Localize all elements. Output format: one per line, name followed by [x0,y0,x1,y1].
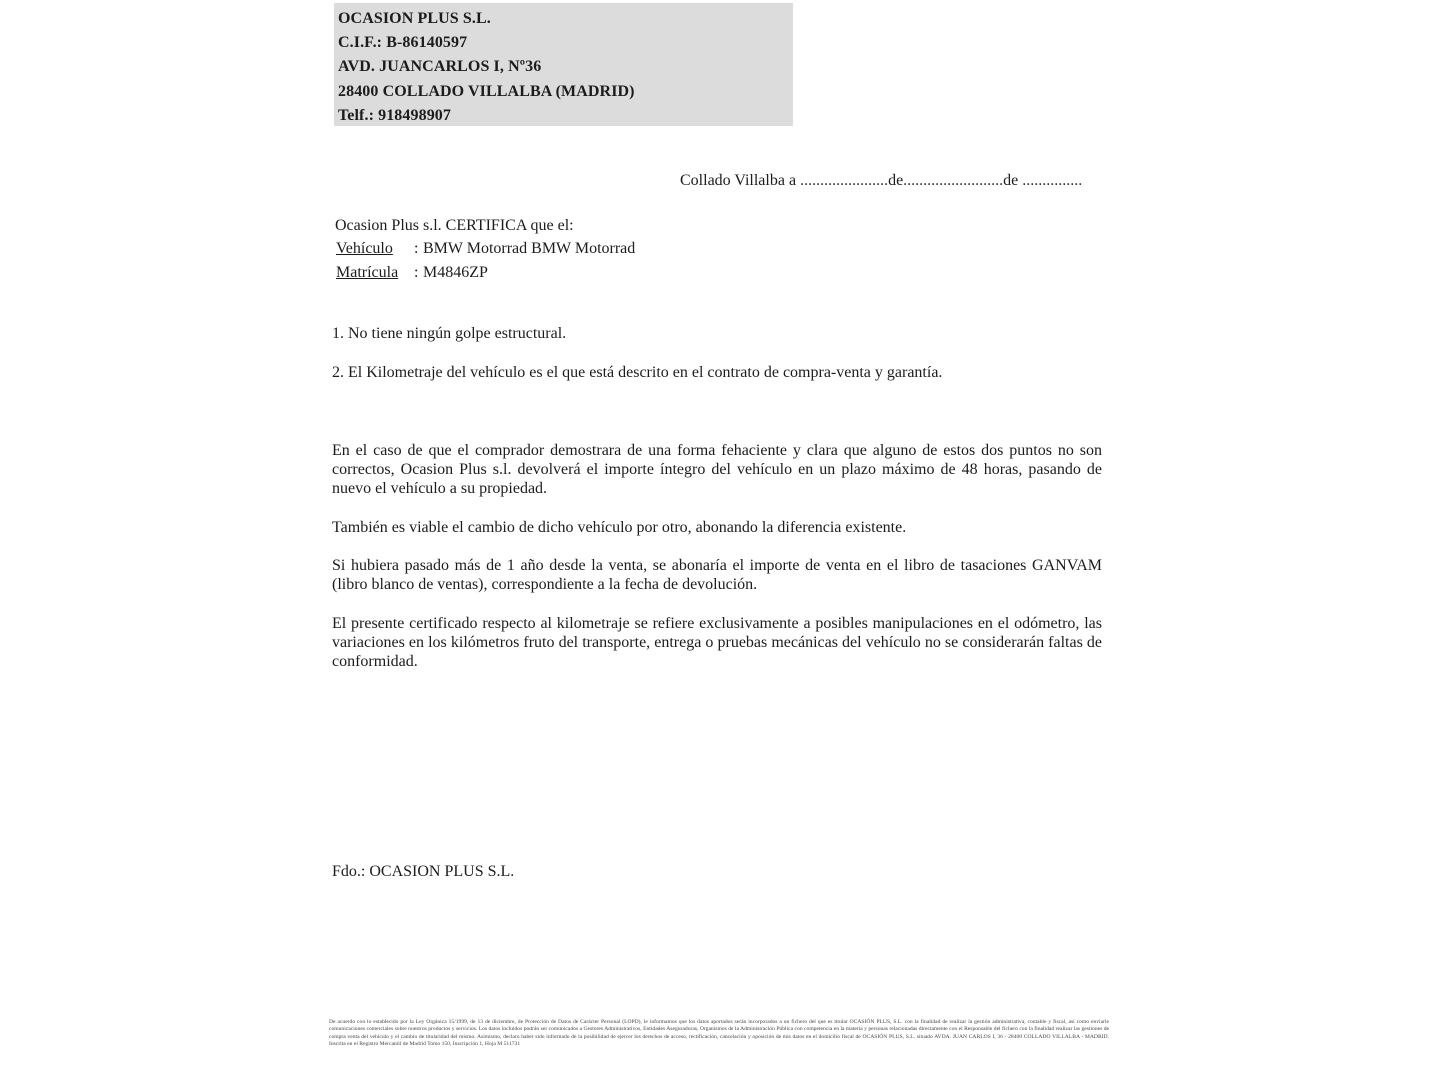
date-day-blank: ...................... [800,172,889,189]
vehicle-field [336,240,635,258]
company-phone: Telf.: 918498907 [338,106,452,124]
company-header-box [334,3,793,126]
date-de-2: de [1003,172,1019,189]
item-mileage: 2. El Kilometraje del vehículo es el que está descrito en el contrato de compra-venta y garantía. [332,364,943,381]
date-prefix: Collado Villalba a [680,172,797,189]
date-month-blank: ......................... [903,172,1004,189]
plate-value: M4846ZP [423,264,488,281]
certificate-intro: Ocasion Plus s.l. CERTIFICA que el: [335,217,574,234]
company-address: AVD. JUANCARLOS I, Nº36 [338,58,542,76]
date-year-blank: ............... [1022,172,1083,189]
plate-colon: : [414,264,419,281]
paragraph-refund: En el caso de que el comprador demostrara de una forma fehaciente y clara que alguno de estos dos puntos no son correctos, Ocasion Plus s.l. devolverá el importe íntegro del vehículo en un plazo máximo de 48 horas, pasando de nuevo el vehículo a su propiedad. [332,442,1102,498]
date-line [680,172,1082,190]
paragraph-odometer: El presente certificado respecto al kilometraje se refiere exclusivamente a posibles manipulaciones en el odómetro, las variaciones en los kilómetros fruto del transporte, entrega o pruebas mecánicas del vehículo no se considerarán faltas de conformidad. [332,615,1102,671]
company-cif: C.I.F.: B-86140597 [338,34,468,52]
item-structural: 1. No tiene ningún golpe estructural. [332,325,567,342]
plate-field [336,264,488,282]
company-name: OCASION PLUS S.L. [338,10,491,27]
vehicle-label: Vehículo [336,240,393,257]
vehicle-value: BMW Motorrad BMW Motorrad [423,240,636,257]
plate-label: Matrícula [336,264,399,281]
signature-line: Fdo.: OCASION PLUS S.L. [332,863,515,880]
company-city: 28400 COLLADO VILLALBA (MADRID) [338,82,635,100]
paragraph-exchange: También es viable el cambio de dicho vehículo por otro, abonando la diferencia existente. [332,519,907,536]
legal-notice: De acuerdo con lo establecido por la Ley Orgánica 15/1999, de 13 de diciembre, de Protección de Datos de Carácter Personal (LOPD), le informamos que los datos aportados serán incorporados a un fichero del que es titular OCASIÓN PLUS, S.L. con la finalidad de realizar la gestión administrativa, contable y fiscal, así como enviarle comunicaciones comerciales sobre nuestros productos y servicios. Los datos incluidos podrán ser comunicados a Gestores Administrativos, Entidades Aseguradoras, Organismos de la Administración Pública con competencia en la materia y personas relacionadas directamente con el Responsable del fichero con la finalidad realizar las gestiones de compra venta del vehículo y el cambio de titularidad del mismo. Asimismo, declaro haber sido informado de la posibilidad de ejercer los derechos de acceso, rectificación, cancelación y oposición de mis datos en el domicilio fiscal de OCASIÓN PLUS, S.L. situado AVDA. JUAN CARLOS I, 36 - 28400 COLLADO VILLALBA - MADRID. Inscrita en el Registro Mercantil de Madrid Tomo 150, Inscripción 1, Hoja M 511731 [329,1019,1109,1048]
paragraph-ganvam: Si hubiera pasado más de 1 año desde la venta, se abonaría el importe de venta en el libro de tasaciones GANVAM (libro blanco de ventas), correspondiente a la fecha de devolución. [332,557,1102,594]
date-de-1: de [888,172,904,189]
vehicle-colon: : [414,240,419,257]
